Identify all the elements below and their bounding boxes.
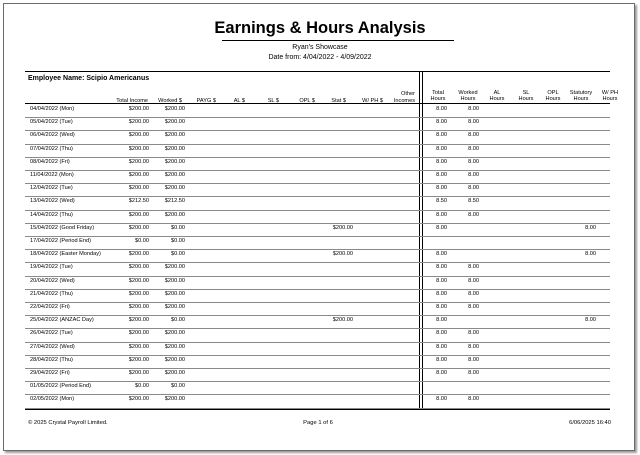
cell-worked-hours xyxy=(455,249,479,262)
cell-stat-hours xyxy=(570,196,596,209)
table-row xyxy=(25,249,610,263)
cell-total: $200.00 xyxy=(128,304,149,310)
cell-worked-hours xyxy=(455,381,479,394)
cell-stat xyxy=(310,368,353,381)
cell-date: 01/05/2022 (Period End) xyxy=(30,383,91,390)
cell-stat xyxy=(310,210,353,223)
cell-total: $200.00 xyxy=(128,251,149,258)
cell-total-hours: 8.00 xyxy=(436,106,447,112)
cell-total-hours: 8.00 xyxy=(436,290,447,297)
footer-top-rule xyxy=(25,409,610,410)
cell-total: $200.00 xyxy=(128,158,149,165)
cell-worked-hours: 8.00 xyxy=(468,290,479,297)
cell-total-hours: 8.00 xyxy=(436,343,447,350)
header-opl-hours xyxy=(541,88,565,104)
cell-stat xyxy=(310,342,353,355)
table-row xyxy=(25,368,610,382)
cell-date: 02/05/2022 (Mon) xyxy=(30,396,75,403)
header-other-incomes-line1: Other xyxy=(401,91,415,97)
cell-total: $0.00 xyxy=(135,238,149,244)
cell-date: 06/04/2022 (Wed) xyxy=(30,132,75,139)
cell-stat-hours xyxy=(570,328,596,341)
cell-worked-hours: 8.00 xyxy=(468,356,479,363)
header-sl-hours-line1: SL xyxy=(522,89,530,96)
cell-stat-hours: 8.00 xyxy=(585,224,596,231)
cell-worked-hours: 8.00 xyxy=(468,264,479,271)
cell-total: $200.00 xyxy=(128,211,149,218)
cell-date: 11/04/2022 (Mon) xyxy=(30,172,74,178)
footer-page-number: Page 1 of 6 xyxy=(303,420,333,426)
header-opl: OPL $ xyxy=(299,97,315,104)
table-row xyxy=(25,276,610,290)
cell-date: 25/04/2022 (ANZAC Day) xyxy=(30,317,94,324)
header-statutory-hours-line2: Hours xyxy=(573,96,589,102)
cell-stat-hours xyxy=(570,236,596,249)
table-row xyxy=(25,144,610,158)
cell-stat-hours xyxy=(570,104,596,117)
cell-stat-hours xyxy=(570,394,596,407)
cell-total-hours: 8.00 xyxy=(436,317,447,324)
table-row xyxy=(25,342,610,356)
cell-stat xyxy=(310,262,353,275)
cell-worked-hours: 8.50 xyxy=(468,198,479,205)
header-worked-hours-line2: Hours xyxy=(460,96,476,102)
cell-total-hours: 8.00 xyxy=(436,356,447,363)
cell-total: $200.00 xyxy=(128,119,149,126)
cell-worked: $212.50 xyxy=(164,198,185,205)
cell-total-hours: 8.00 xyxy=(436,119,447,126)
cell-date: 27/04/2022 (Wed) xyxy=(30,343,75,350)
cell-worked-hours: 8.00 xyxy=(468,172,479,178)
header-opl-hours-line1: OPL xyxy=(547,89,559,96)
cell-total: $200.00 xyxy=(128,185,149,192)
cell-worked: $0.00 xyxy=(171,383,185,390)
cell-total-hours: 8.00 xyxy=(436,224,447,231)
header-wph-hours xyxy=(598,88,622,104)
cell-total: $200.00 xyxy=(128,277,149,284)
cell-stat-hours xyxy=(570,183,596,196)
cell-date: 18/04/2022 (Easter Monday) xyxy=(30,251,101,258)
cell-date: 05/04/2022 (Tue) xyxy=(30,119,73,126)
cell-total: $200.00 xyxy=(128,343,149,350)
cell-stat-hours: 8.00 xyxy=(585,251,596,258)
header-other-incomes xyxy=(388,88,415,104)
cell-worked: $200.00 xyxy=(164,145,185,152)
cell-worked-hours: 8.00 xyxy=(468,370,479,376)
table-row xyxy=(25,262,610,276)
cell-stat-hours xyxy=(570,368,596,381)
cell-stat xyxy=(310,130,353,143)
header-wph-hours-line1: W/ PH xyxy=(601,89,619,96)
cell-total-hours: 8.00 xyxy=(436,330,447,337)
header-total-income: Total Income xyxy=(116,97,148,104)
cell-stat xyxy=(310,236,353,249)
cell-total: $200.00 xyxy=(128,145,149,152)
header-worked-hours xyxy=(454,88,482,104)
cell-total-hours: 8.00 xyxy=(436,211,447,218)
cell-total: $200.00 xyxy=(128,264,149,271)
header-stat: Stat $ xyxy=(331,97,346,104)
cell-total: $200.00 xyxy=(128,330,149,337)
cell-total: $212.50 xyxy=(128,198,149,205)
table-row xyxy=(25,302,610,316)
header-total-hours xyxy=(427,88,449,104)
cell-worked: $200.00 xyxy=(164,290,185,297)
header-statutory-hours xyxy=(566,88,596,104)
cell-worked-hours: 8.00 xyxy=(468,158,479,165)
cell-date: 13/04/2022 (Wed) xyxy=(30,198,75,205)
cell-stat-hours xyxy=(570,130,596,143)
cell-worked: $200.00 xyxy=(164,330,185,337)
cell-worked-hours: 8.00 xyxy=(468,277,479,284)
cell-stat: $200.00 xyxy=(332,251,353,258)
cell-date: 12/04/2022 (Tue) xyxy=(30,185,73,192)
cell-worked-hours: 8.00 xyxy=(468,106,479,112)
cell-worked-hours: 8.00 xyxy=(468,211,479,218)
cell-worked: $200.00 xyxy=(164,304,185,310)
cell-total-hours: 8.50 xyxy=(436,198,447,205)
cell-worked: $200.00 xyxy=(164,264,185,271)
table-row xyxy=(25,236,610,250)
table-row xyxy=(25,157,610,171)
header-statutory-hours-line1: Statutory xyxy=(569,89,593,96)
cell-worked-hours: 8.00 xyxy=(468,396,479,403)
cell-stat-hours xyxy=(570,117,596,130)
cell-stat xyxy=(310,276,353,289)
footer-print-date: 6/06/2025 16:40 xyxy=(569,420,611,426)
cell-stat xyxy=(310,381,353,394)
cell-total-hours: 8.00 xyxy=(436,370,447,376)
cell-date: 04/04/2022 (Mon) xyxy=(30,106,75,112)
cell-date: 07/04/2022 (Thu) xyxy=(30,145,73,152)
cell-stat-hours xyxy=(570,210,596,223)
cell-worked: $200.00 xyxy=(164,132,185,139)
cell-worked: $200.00 xyxy=(164,185,185,192)
header-al-hours-line1: AL xyxy=(493,89,501,96)
cell-date: 19/04/2022 (Tue) xyxy=(30,264,73,271)
cell-total-hours: 8.00 xyxy=(436,185,447,192)
header-sl-hours xyxy=(514,88,538,104)
cell-stat xyxy=(310,196,353,209)
cell-worked: $200.00 xyxy=(164,211,185,218)
table-row xyxy=(25,210,610,224)
cell-stat-hours xyxy=(570,342,596,355)
cell-stat: $200.00 xyxy=(332,317,353,324)
cell-total: $200.00 xyxy=(128,370,149,376)
cell-worked: $200.00 xyxy=(164,396,185,403)
header-worked-amount: Worked $ xyxy=(158,97,182,104)
header-al-hours xyxy=(485,88,509,104)
cell-total-hours: 8.00 xyxy=(436,396,447,403)
cell-worked-hours: 8.00 xyxy=(468,330,479,337)
cell-worked: $200.00 xyxy=(164,158,185,165)
cell-date: 17/04/2022 (Period End) xyxy=(30,238,91,244)
cell-worked: $200.00 xyxy=(164,119,185,126)
table-row xyxy=(25,104,610,118)
cell-worked-hours: 8.00 xyxy=(468,119,479,126)
cell-date: 22/04/2022 (Fri) xyxy=(30,304,70,310)
cell-total-hours: 8.00 xyxy=(436,251,447,258)
cell-total-hours xyxy=(425,236,447,249)
cell-date: 15/04/2022 (Good Friday) xyxy=(30,224,95,231)
header-wph: W/ PH $ xyxy=(362,97,383,104)
header-al-hours-line2: Hours xyxy=(489,96,505,102)
header-top-rule xyxy=(25,71,610,72)
table-row xyxy=(25,381,610,395)
cell-stat xyxy=(310,302,353,315)
cell-worked: $0.00 xyxy=(171,251,185,258)
cell-stat-hours xyxy=(570,170,596,183)
cell-worked-hours xyxy=(455,236,479,249)
header-sl: SL $ xyxy=(267,97,279,104)
cell-date: 28/04/2022 (Thu) xyxy=(30,356,73,363)
cell-total-hours: 8.00 xyxy=(436,132,447,139)
header-opl-hours-line2: Hours xyxy=(545,96,561,102)
cell-stat-hours xyxy=(570,144,596,157)
cell-total: $200.00 xyxy=(128,224,149,231)
cell-total-hours: 8.00 xyxy=(436,158,447,165)
cell-total-hours: 8.00 xyxy=(436,277,447,284)
cell-stat xyxy=(310,289,353,302)
cell-stat-hours xyxy=(570,289,596,302)
table-row xyxy=(25,183,610,197)
cell-total: $200.00 xyxy=(128,356,149,363)
cell-stat xyxy=(310,183,353,196)
cell-stat xyxy=(310,157,353,170)
cell-worked: $0.00 xyxy=(171,224,185,231)
header-sl-hours-line2: Hours xyxy=(518,96,534,102)
cell-total-hours: 8.00 xyxy=(436,172,447,178)
table-row xyxy=(25,130,610,144)
cell-total: $200.00 xyxy=(128,106,149,112)
cell-worked: $200.00 xyxy=(164,277,185,284)
cell-stat xyxy=(310,117,353,130)
table-row xyxy=(25,394,610,408)
report-title: Earnings & Hours Analysis xyxy=(214,19,426,37)
table-row xyxy=(25,223,610,237)
cell-stat xyxy=(310,355,353,368)
cell-stat-hours xyxy=(570,262,596,275)
cell-stat xyxy=(310,328,353,341)
header-payg: PAYG $ xyxy=(196,97,216,104)
cell-worked-hours: 8.00 xyxy=(468,343,479,350)
table-row xyxy=(25,117,610,131)
company-name: Ryan's Showcase xyxy=(292,44,348,51)
cell-worked: $200.00 xyxy=(164,343,185,350)
header-total-hours-line1: Total xyxy=(432,89,444,96)
cell-worked: $200.00 xyxy=(164,172,185,178)
table-row xyxy=(25,328,610,342)
cell-date: 14/04/2022 (Thu) xyxy=(30,211,73,218)
cell-worked: $0.00 xyxy=(171,238,185,244)
header-al: AL $ xyxy=(233,97,245,104)
cell-date: 29/04/2022 (Fri) xyxy=(30,370,70,376)
cell-total: $200.00 xyxy=(128,172,149,178)
cell-stat xyxy=(310,394,353,407)
header-worked-hours-line1: Worked xyxy=(458,89,478,96)
cell-worked-hours xyxy=(455,315,479,328)
title-underline xyxy=(222,40,454,41)
cell-date: 20/04/2022 (Wed) xyxy=(30,277,75,284)
table-row xyxy=(25,170,610,184)
table-row xyxy=(25,289,610,303)
cell-stat xyxy=(310,144,353,157)
cell-total-hours xyxy=(425,381,447,394)
cell-stat-hours xyxy=(570,157,596,170)
cell-total: $0.00 xyxy=(135,383,149,390)
cell-worked: $0.00 xyxy=(171,317,185,324)
table-row xyxy=(25,355,610,369)
footer-copyright: © 2025 Crystal Payroll Limited. xyxy=(28,420,108,426)
cell-worked: $200.00 xyxy=(164,356,185,363)
header-other-incomes-line2: Incomes xyxy=(393,97,415,104)
cell-date: 08/04/2022 (Fri) xyxy=(30,158,70,165)
cell-worked: $200.00 xyxy=(164,370,185,376)
cell-total-hours: 8.00 xyxy=(436,304,447,310)
cell-total-hours: 8.00 xyxy=(436,145,447,152)
cell-stat xyxy=(310,170,353,183)
cell-worked-hours: 8.00 xyxy=(468,185,479,192)
cell-worked-hours: 8.00 xyxy=(468,145,479,152)
date-range: Date from: 4/04/2022 - 4/09/2022 xyxy=(268,54,372,61)
cell-stat xyxy=(310,104,353,117)
cell-worked: $200.00 xyxy=(164,106,185,112)
cell-worked-hours: 8.00 xyxy=(468,304,479,310)
cell-worked-hours: 8.00 xyxy=(468,132,479,139)
cell-date: 26/04/2022 (Tue) xyxy=(30,330,73,337)
cell-total: $200.00 xyxy=(128,317,149,324)
cell-stat: $200.00 xyxy=(332,224,353,231)
cell-stat-hours: 8.00 xyxy=(585,317,596,324)
table-row xyxy=(25,315,610,329)
cell-total-hours: 8.00 xyxy=(436,264,447,271)
cell-stat-hours xyxy=(570,355,596,368)
table-row xyxy=(25,196,610,210)
cell-stat-hours xyxy=(570,381,596,394)
cell-total: $200.00 xyxy=(128,132,149,139)
employee-name: Employee Name: Scipio Americanus xyxy=(28,75,150,82)
header-total-hours-line2: Hours xyxy=(430,96,446,102)
cell-date: 21/04/2022 (Thu) xyxy=(30,290,73,297)
header-wph-hours-line2: Hours xyxy=(602,96,618,102)
cell-total: $200.00 xyxy=(128,290,149,297)
cell-total: $200.00 xyxy=(128,396,149,403)
cell-worked-hours xyxy=(455,223,479,236)
cell-stat-hours xyxy=(570,276,596,289)
cell-stat-hours xyxy=(570,302,596,315)
